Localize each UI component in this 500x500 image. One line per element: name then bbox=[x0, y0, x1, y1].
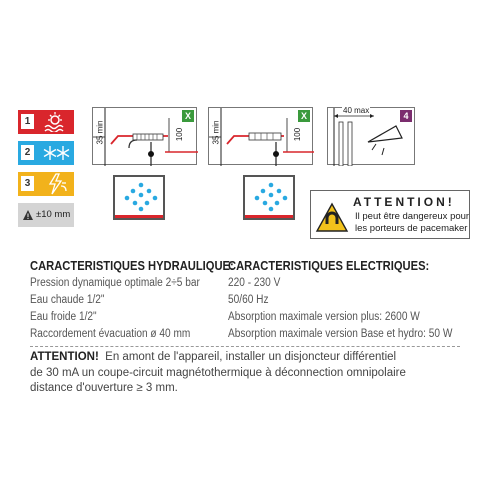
dimension-side-label: 100 bbox=[293, 127, 303, 142]
compatibility-badge bbox=[400, 110, 412, 122]
hydraulic-line-2: Eau chaude 1/2" bbox=[30, 294, 105, 306]
attention-text-1: En amont de l'appareil, installer un disjoncteur différentiel bbox=[105, 351, 397, 363]
dimension-max-label: 40 max bbox=[343, 106, 370, 115]
magnet-warning-icon bbox=[315, 202, 349, 234]
red-baseline bbox=[115, 215, 163, 218]
hydraulic-line-3: Eau froide 1/2" bbox=[30, 311, 97, 323]
badge-label: X bbox=[184, 111, 191, 121]
dimension-min-label: 35 min bbox=[95, 120, 105, 145]
electric-line-4: Absorption maximale version Base et hydro: 50 W bbox=[228, 328, 453, 340]
section-divider bbox=[30, 346, 460, 347]
electric-line-3: Absorption maximale version plus: 2600 W bbox=[228, 311, 420, 323]
electric-title: CARACTERISTIQUES ELECTRIQUES: bbox=[228, 258, 430, 273]
compatibility-badge bbox=[182, 110, 194, 122]
snowflake-icon bbox=[42, 143, 70, 163]
installation-diagram-1 bbox=[92, 107, 197, 165]
warning-triangle-icon bbox=[22, 209, 34, 221]
compatibility-badge bbox=[298, 110, 310, 122]
lightning-plug-icon bbox=[42, 173, 70, 195]
electric-line-2: 50/60 Hz bbox=[228, 294, 269, 306]
electric-line-1: 220 - 230 V bbox=[228, 277, 281, 289]
legend-number-1: 1 bbox=[21, 114, 34, 129]
hydraulic-line-1: Pression dynamique optimale 2÷5 bar bbox=[30, 277, 200, 289]
badge-label: X bbox=[300, 111, 307, 121]
attention-line-1 bbox=[30, 350, 470, 366]
attention-line-2: de 30 mA un coupe-circuit magnétothermique à déconnection omnipolaire bbox=[30, 366, 406, 379]
warning-title: ATTENTION! bbox=[353, 195, 455, 209]
legend-tolerance bbox=[18, 203, 74, 227]
red-baseline bbox=[245, 215, 293, 218]
badge-label: 4 bbox=[403, 111, 409, 121]
installation-diagram-3 bbox=[327, 107, 415, 165]
hydraulic-title: CARACTERISTIQUES HYDRAULIQUE: bbox=[30, 258, 234, 273]
attention-note bbox=[30, 350, 470, 397]
legend-number-2: 2 bbox=[21, 145, 34, 160]
shower-unit-diagram-1 bbox=[113, 175, 165, 220]
pacemaker-warning-box bbox=[310, 190, 470, 239]
dimension-side-label: 100 bbox=[175, 127, 185, 142]
warning-line-1: Il peut être dangereux pour bbox=[355, 211, 470, 222]
tolerance-label: ±10 mm bbox=[36, 209, 71, 220]
legend-number-3: 3 bbox=[21, 176, 34, 191]
installation-diagram-2 bbox=[208, 107, 313, 165]
water-drops-icon bbox=[251, 181, 291, 215]
warning-line-2: les porteurs de pacemaker bbox=[355, 223, 468, 234]
shower-unit-diagram-2 bbox=[243, 175, 295, 220]
water-drops-icon bbox=[121, 181, 161, 215]
attention-label: ATTENTION! bbox=[30, 351, 99, 363]
attention-line-3: distance d'ouverture ≥ 3 mm. bbox=[30, 382, 178, 394]
hydraulic-line-4: Raccordement évacuation ø 40 mm bbox=[30, 328, 191, 340]
dimension-min-label: 35 min bbox=[211, 120, 221, 145]
hot-water-icon bbox=[40, 112, 70, 132]
legend-electric bbox=[18, 172, 74, 196]
legend-cold-water bbox=[18, 141, 74, 165]
legend-hot-water bbox=[18, 110, 74, 134]
